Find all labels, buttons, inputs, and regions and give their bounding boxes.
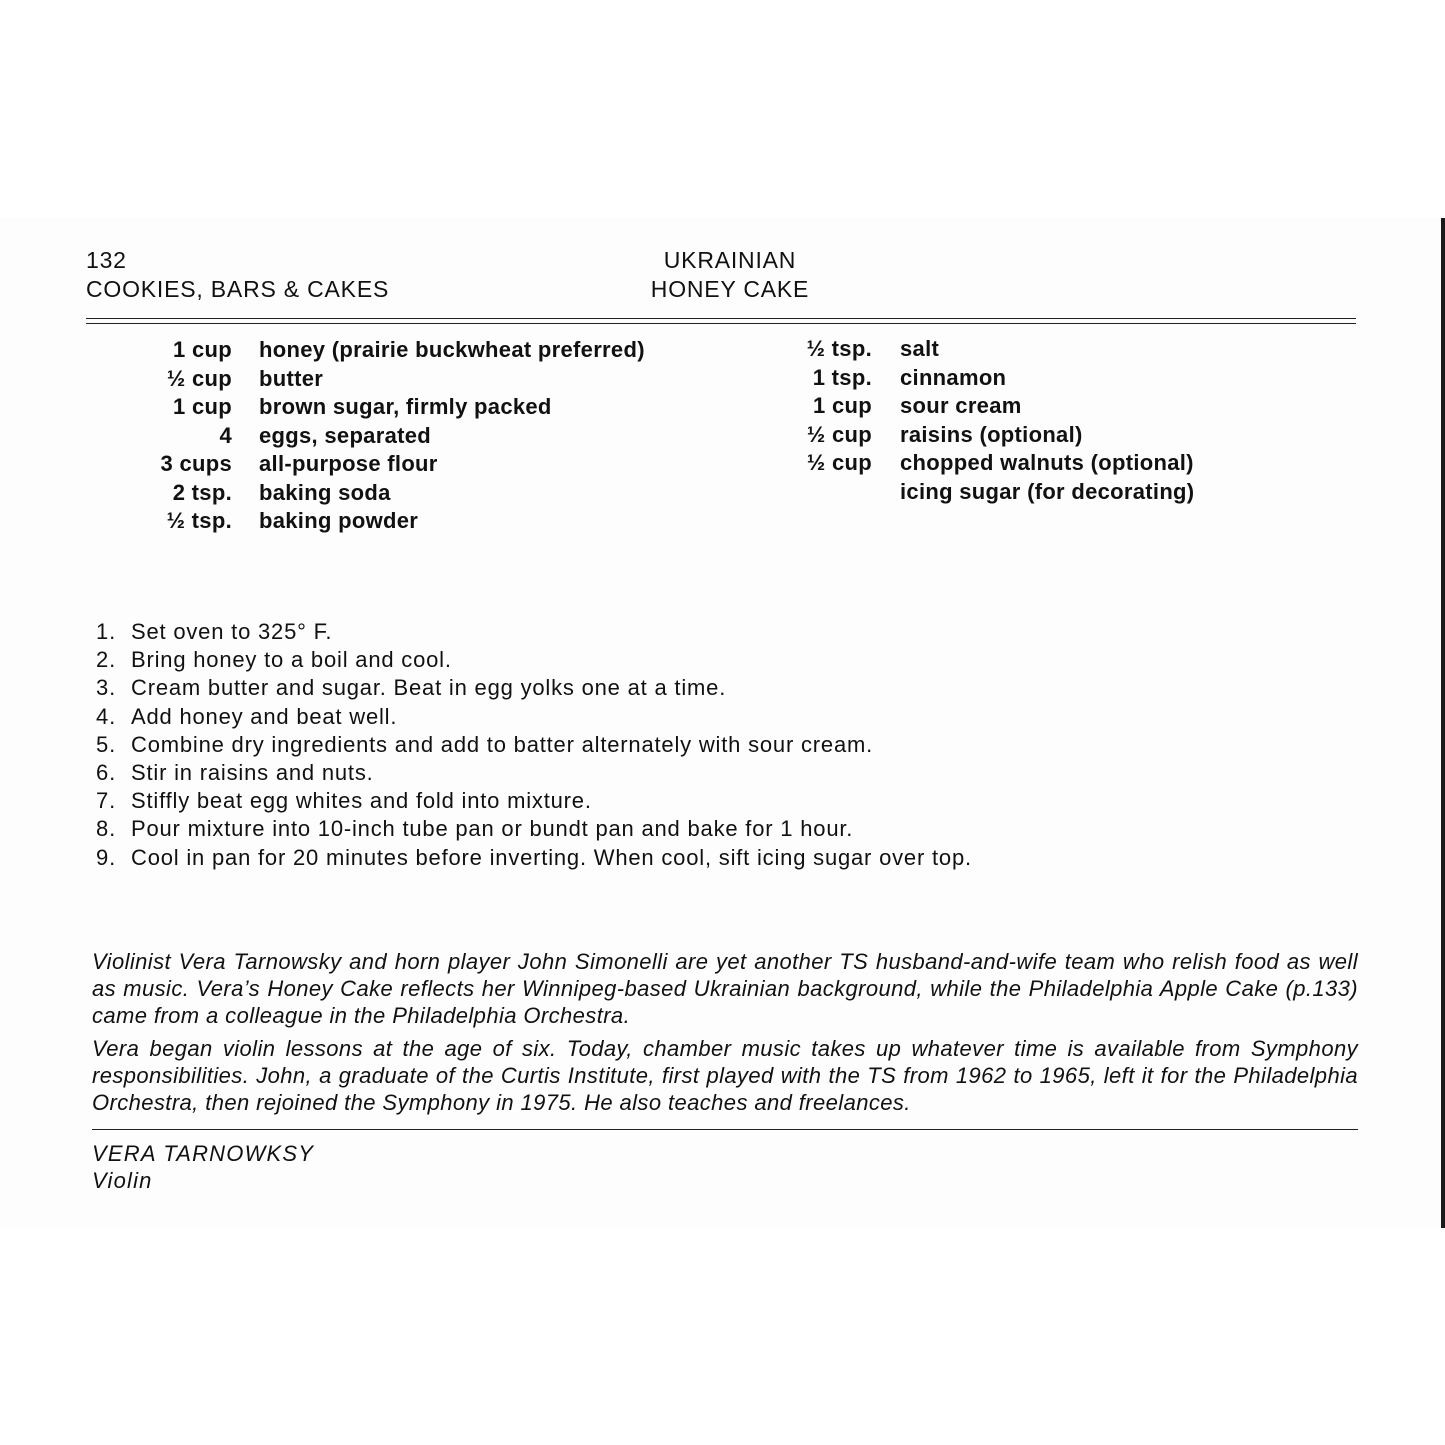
ingredient-name: brown sugar, firmly packed [259,394,552,419]
ingredient-quantity: ½ cup [806,421,872,447]
ingredient-quantity: 1 tsp. [812,364,872,390]
ingredient-name: salt [900,336,940,361]
ingredient-name: sour cream [900,393,1022,418]
ingredient-row [86,450,645,479]
step-number: 1. [96,619,116,644]
ingredient-row [760,364,1194,393]
method-step [86,815,972,843]
recipe-title-line2: HONEY CAKE [650,276,810,302]
step-number: 2. [96,647,116,673]
step-text: Stir in raisins and nuts. [131,759,374,785]
method-step [86,703,972,731]
ingredient-name: cinnamon [900,364,1007,390]
step-text: Bring honey to a boil and cool. [131,647,452,673]
ingredient-name: honey (prairie buckwheat preferred) [259,337,645,362]
contributor-name: VERA TARNOWKSY [92,1141,315,1166]
header-divider-top [86,318,1356,319]
recipe-title [560,246,900,304]
step-text: Cool in pan for 20 minutes before inverting. When cool, sift icing sugar over top. [131,844,972,870]
ingredient-quantity: 2 tsp. [172,479,232,505]
ingredients-left-column [86,336,645,536]
ingredient-quantity: ½ tsp. [166,508,232,533]
bio-text: Vera began violin lessons at the age of six. Today, chamber music takes up whatever time is available from Symphony responsibilities. John, a graduate of the Curtis Institute, first played with the TS from 1962 to 1965, left it for the Philadelphia Orchestra, then rejoined the Symphony in 1975. He also teaches and freelances. [92,1036,1358,1115]
step-number: 3. [96,675,116,701]
ingredient-quantity: 1 cup [173,337,232,362]
page-edge [1441,218,1445,1228]
method-step [86,787,972,815]
ingredient-row [86,479,645,508]
step-number: 4. [96,703,116,729]
step-number: 8. [96,816,116,842]
step-number: 6. [96,759,116,785]
step-number: 9. [96,844,116,870]
ingredient-name: baking powder [259,508,419,533]
contributor-signature [92,1140,314,1194]
method-step [86,759,972,787]
step-text: Combine dry ingredients and add to batter alternately with sour cream. [131,731,874,757]
ingredient-name: baking soda [259,479,391,505]
ingredient-row [760,392,1194,421]
step-number: 5. [96,731,116,757]
ingredient-quantity: 1 cup [813,393,872,418]
step-text: Pour mixture into 10-inch tube pan or bundt pan and bake for 1 hour. [131,816,854,842]
ingredient-quantity: 3 cups [160,451,232,476]
header-divider-bottom [86,323,1356,324]
ingredient-name: butter [259,365,324,391]
method-step [86,731,972,759]
ingredient-quantity: ½ cup [166,365,232,391]
method-step [86,618,972,646]
method-step [86,674,972,702]
ingredient-quantity: 1 cup [173,394,232,419]
section-title: COOKIES, BARS & CAKES [86,276,390,302]
step-text: Add honey and beat well. [131,703,398,729]
recipe-title-line1: UKRAINIAN [663,247,797,273]
ingredient-row [86,336,645,365]
ingredient-row [86,365,645,394]
ingredient-name: eggs, separated [259,422,432,448]
step-text: Stiffly beat egg whites and fold into mixture. [131,788,592,814]
ingredient-row [86,393,645,422]
page-number: 132 [86,247,127,273]
ingredient-quantity: 4 [219,422,232,448]
ingredients-right-column [760,335,1194,506]
ingredient-row [760,335,1194,364]
ingredient-row [760,449,1194,478]
contributor-instrument: Violin [92,1168,153,1193]
bio-paragraph-2 [92,1035,1358,1116]
ingredient-quantity: ½ cup [806,450,872,475]
ingredient-quantity: ½ tsp. [806,336,872,361]
method-step [86,844,972,872]
signature-divider [92,1129,1358,1130]
ingredient-row [760,478,1194,507]
ingredient-row [86,507,645,536]
bio-text: Violinist Vera Tarnowsky and horn player John Simonelli are yet another TS husband-and-wife team who relish food as well as music. Vera’s Honey Cake reflects her Winnipeg-based Ukrainian background, while the Philadelphia Apple Cake (p.133) came from a colleague in the Philadelphia Orchestra. [92,949,1358,1028]
step-text: Set oven to 325° F. [131,619,333,644]
ingredient-quantity [760,478,872,507]
header-left [86,246,389,304]
method-steps [86,618,972,872]
step-number: 7. [96,788,116,814]
method-step [86,646,972,674]
ingredient-name: chopped walnuts (optional) [900,450,1194,475]
bio-paragraph-1 [92,948,1358,1029]
ingredient-name: icing sugar (for decorating) [900,478,1195,504]
ingredient-row [760,421,1194,450]
ingredient-name: raisins (optional) [900,421,1083,447]
ingredient-name: all-purpose flour [259,451,438,476]
step-text: Cream butter and sugar. Beat in egg yolks one at a time. [131,675,727,701]
ingredient-row [86,422,645,451]
